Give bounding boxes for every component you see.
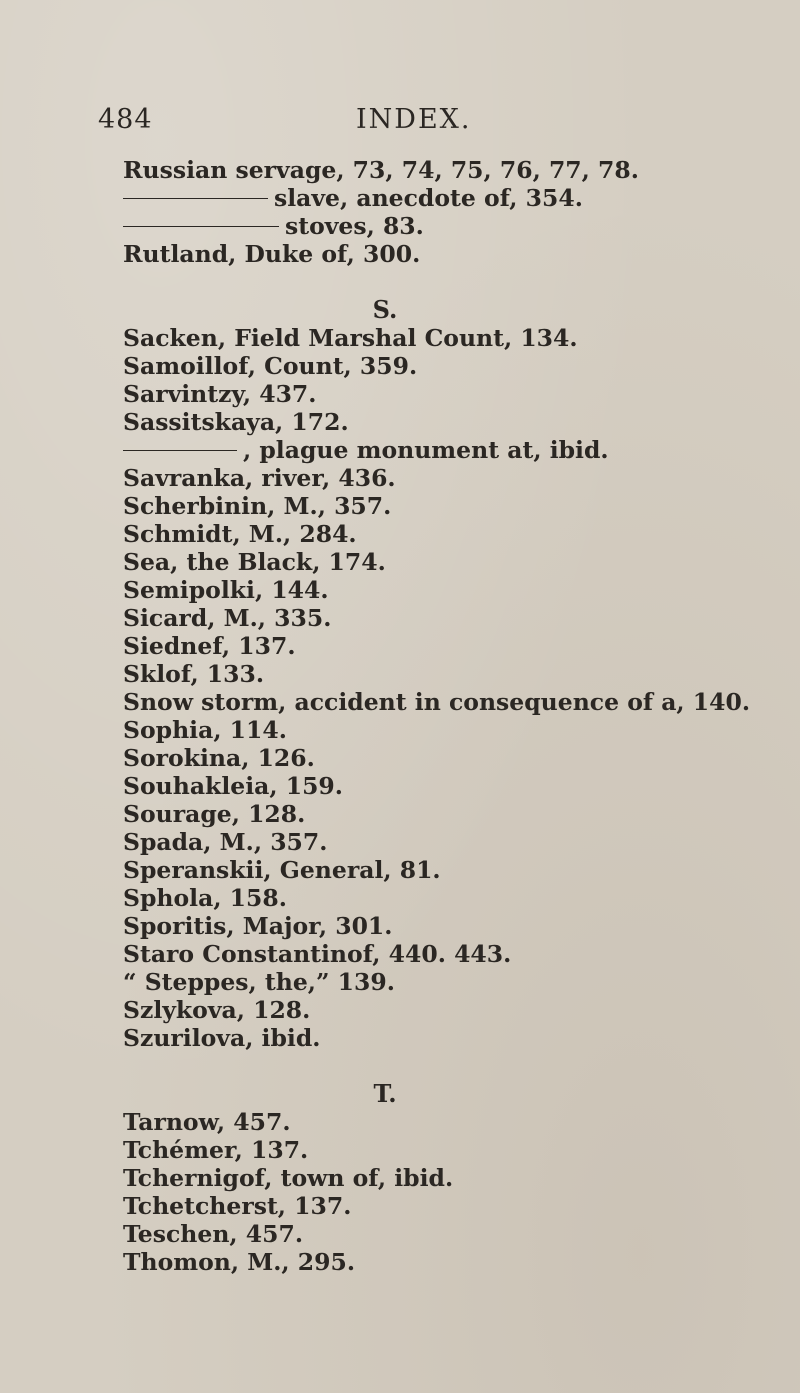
- index-subentry: [123, 184, 783, 212]
- entry-text: Sourage, 128.: [123, 800, 306, 828]
- index-title: INDEX.: [356, 104, 472, 135]
- entry-text: Speranskii, General, 81.: [123, 856, 441, 884]
- index-entry: [123, 1136, 783, 1164]
- entry-text: Tchetcherst, 137.: [123, 1192, 352, 1220]
- ditto-dash: [123, 226, 279, 228]
- entry-text: Szurilova, ibid.: [123, 1024, 321, 1052]
- index-entry: [123, 744, 783, 772]
- index-entry: [123, 1192, 783, 1220]
- entry-text: Szlykova, 128.: [123, 996, 311, 1024]
- ditto-dash: [123, 198, 268, 200]
- entry-text: Staro Constantinof, 440. 443.: [123, 940, 512, 968]
- entry-text: Souhakleia, 159.: [123, 772, 343, 800]
- entry-text: Russian servage, 73, 74, 75, 76, 77, 78.: [123, 156, 639, 184]
- entry-text: slave, anecdote of, 354.: [274, 184, 583, 212]
- page-number: 484: [98, 104, 153, 135]
- index-entry: [123, 1024, 783, 1052]
- index-entry: [123, 492, 783, 520]
- index-entry: [123, 1164, 783, 1192]
- entry-text: Sporitis, Major, 301.: [123, 912, 393, 940]
- entry-text: Rutland, Duke of, 300.: [123, 240, 421, 268]
- entry-text: Tchémer, 137.: [123, 1136, 309, 1164]
- entry-text: Sea, the Black, 174.: [123, 548, 386, 576]
- entry-text: Spada, M., 357.: [123, 828, 328, 856]
- index-entry: [123, 912, 783, 940]
- entry-text: Sacken, Field Marshal Count, 134.: [123, 324, 578, 352]
- entry-text: Scherbinin, M., 357.: [123, 492, 392, 520]
- t-entries: [123, 1108, 783, 1276]
- entry-text: Siednef, 137.: [123, 632, 296, 660]
- s-entries: [123, 324, 783, 1052]
- index-subentry: [123, 436, 783, 464]
- entry-text: Sicard, M., 335.: [123, 604, 332, 632]
- entry-text: Teschen, 457.: [123, 1220, 304, 1248]
- index-entry: [123, 324, 783, 352]
- index-entry: [123, 800, 783, 828]
- index-entry: [123, 520, 783, 548]
- entry-text: Samoillof, Count, 359.: [123, 352, 418, 380]
- index-entry: [123, 688, 783, 716]
- index-entry: [123, 940, 783, 968]
- entry-text: Savranka, river, 436.: [123, 464, 396, 492]
- index-entries: [123, 156, 783, 1276]
- entry-text: Sorokina, 126.: [123, 744, 315, 772]
- entry-text: “ Steppes, the,” 139.: [123, 968, 395, 996]
- entry-text: , plague monument at, ibid.: [243, 436, 609, 464]
- entry-text: Sphola, 158.: [123, 884, 287, 912]
- index-entry: [123, 660, 783, 688]
- index-entry: [123, 856, 783, 884]
- index-subentry: [123, 212, 783, 240]
- index-entry: [123, 156, 783, 184]
- index-entry: [123, 828, 783, 856]
- index-entry: [123, 1220, 783, 1248]
- index-entry: [123, 1108, 783, 1136]
- section-letter-t: T.: [373, 1079, 397, 1108]
- entry-text: Sassitskaya, 172.: [123, 408, 349, 436]
- entry-text: Schmidt, M., 284.: [123, 520, 357, 548]
- index-entry: [123, 1248, 783, 1276]
- entry-text: Snow storm, accident in consequence of a, 140.: [123, 688, 751, 716]
- r-entries: [123, 156, 783, 268]
- index-entry: [123, 772, 783, 800]
- index-entry: [123, 884, 783, 912]
- index-entry: [123, 548, 783, 576]
- index-entry: [123, 380, 783, 408]
- index-entry: [123, 968, 783, 996]
- entry-text: stoves, 83.: [285, 212, 424, 240]
- section-letter-s: S.: [372, 295, 398, 324]
- index-entry: [123, 408, 783, 436]
- entry-text: Sklof, 133.: [123, 660, 265, 688]
- page-header: [98, 104, 738, 140]
- index-entry: [123, 240, 783, 268]
- entry-text: Thomon, M., 295.: [123, 1248, 356, 1276]
- ditto-dash: [123, 450, 237, 452]
- section-gap: [123, 1052, 783, 1080]
- index-entry: [123, 604, 783, 632]
- entry-text: Semipolki, 144.: [123, 576, 329, 604]
- index-entry: [123, 716, 783, 744]
- index-entry: [123, 464, 783, 492]
- index-entry: [123, 996, 783, 1024]
- index-entry: [123, 632, 783, 660]
- index-entry: [123, 352, 783, 380]
- section-gap: [123, 268, 783, 296]
- entry-text: Sophia, 114.: [123, 716, 287, 744]
- entry-text: Sarvintzy, 437.: [123, 380, 317, 408]
- index-entry: [123, 576, 783, 604]
- entry-text: Tchernigof, town of, ibid.: [123, 1164, 454, 1192]
- entry-text: Tarnow, 457.: [123, 1108, 291, 1136]
